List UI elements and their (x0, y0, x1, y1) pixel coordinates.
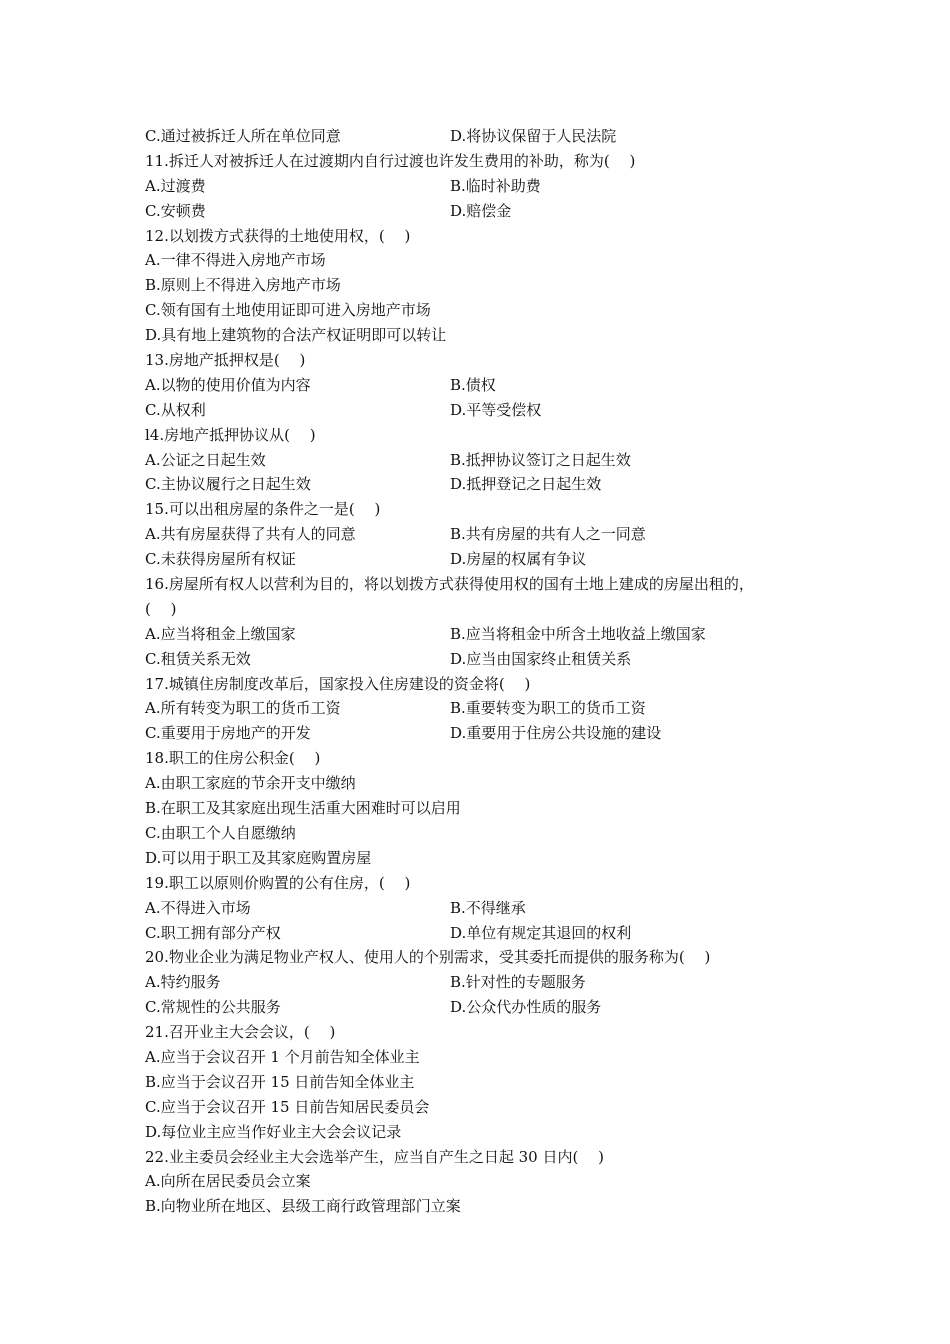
option-text: B.重要转变为职工的货币工资 (450, 699, 646, 718)
question-text: ( ) (145, 599, 177, 618)
option-text: D.具有地上建筑物的合法产权证明即可以转让 (145, 326, 447, 345)
option-text: A.应当于会议召开 1 个月前告知全体业主 (145, 1047, 420, 1066)
option-text: C.领有国有土地使用证即可进入房地产市场 (145, 301, 431, 320)
option-text: A.向所在居民委员会立案 (145, 1172, 311, 1191)
option-text: D.房屋的权属有争议 (450, 550, 587, 569)
option-text: C.从权利 (145, 400, 206, 419)
option-text: B.原则上不得进入房地产市场 (145, 276, 341, 295)
option-text: C.租赁关系无效 (145, 649, 251, 668)
option-text: A.一律不得进入房地产市场 (145, 251, 326, 270)
option-text: C.未获得房屋所有权证 (145, 550, 296, 569)
option-text: B.应当于会议召开 15 日前告知全体业主 (145, 1072, 415, 1091)
option-text: C.安顿费 (145, 201, 206, 220)
option-row (145, 448, 835, 473)
question-text: 11.拆迁人对被拆迁人在过渡期内自行过渡也许发生费用的补助，称为( ) (145, 151, 636, 170)
option-text: B.在职工及其家庭出现生活重大困难时可以启用 (145, 799, 461, 818)
option-text: B.临时补助费 (450, 176, 541, 195)
option-text: B.应当将租金中所含土地收益上缴国家 (450, 624, 706, 643)
option-row (145, 721, 835, 746)
option-text: C.应当于会议召开 15 日前告知居民委员会 (145, 1097, 430, 1116)
option-text: C.通过被拆迁人所在单位同意 (145, 127, 341, 145)
option-row (145, 647, 835, 672)
option-text: D.公众代办性质的服务 (450, 998, 602, 1017)
option-text: D.单位有规定其退回的权利 (450, 923, 632, 942)
option-text: A.共有房屋获得了共有人的同意 (145, 525, 356, 544)
option-text: B.不得继承 (450, 898, 526, 917)
option-text: A.过渡费 (145, 176, 206, 195)
option-text: A.应当将租金上缴国家 (145, 624, 296, 643)
option-text: A.公证之日起生效 (145, 450, 266, 469)
option-row (145, 696, 835, 721)
option-text: D.每位业主应当作好业主大会会议记录 (145, 1122, 402, 1141)
option-text: D.平等受偿权 (450, 400, 542, 419)
question-text: 21.召开业主大会会议，( ) (145, 1023, 336, 1042)
question-text: 15.可以出租房屋的条件之一是( ) (145, 500, 381, 519)
option-text: B.针对性的专题服务 (450, 973, 586, 992)
question-text: l4.房地产抵押协议从( ) (145, 425, 316, 444)
option-text: A.以物的使用价值为内容 (145, 375, 311, 394)
option-row (145, 896, 835, 921)
option-row (145, 199, 835, 224)
option-text: B.抵押协议签订之日起生效 (450, 450, 631, 469)
option-text: C.职工拥有部分产权 (145, 923, 281, 942)
option-row (145, 472, 835, 497)
option-text: D.应当由国家终止租赁关系 (450, 649, 632, 668)
question-text: 19.职工以原则价购置的公有住房，( ) (145, 873, 411, 892)
document-page (145, 124, 835, 1219)
option-text: D.将协议保留于人民法院 (450, 127, 617, 145)
option-row (145, 522, 835, 547)
option-text: D.抵押登记之日起生效 (450, 475, 602, 494)
option-text: C.由职工个人自愿缴纳 (145, 823, 296, 842)
option-text: D.可以用于职工及其家庭购置房屋 (145, 848, 372, 867)
question-text: 16.房屋所有权人以营利为目的，将以划拨方式获得使用权的国有土地上建成的房屋出租的， (145, 575, 754, 594)
question-text: 13.房地产抵押权是( ) (145, 351, 306, 370)
option-row (145, 995, 835, 1020)
question-text: 20.物业企业为满足物业产权人、使用人的个别需求，受其委托而提供的服务称为( ) (145, 948, 711, 967)
option-text: B.共有房屋的共有人之一同意 (450, 525, 646, 544)
option-text: A.特约服务 (145, 973, 221, 992)
question-text: 18.职工的住房公积金( ) (145, 749, 321, 768)
question-text: 22.业主委员会经业主大会选举产生，应当自产生之日起 30 日内( ) (145, 1147, 604, 1166)
option-row (145, 921, 835, 946)
option-text: D.赔偿金 (450, 201, 512, 220)
question-text: 12.以划拨方式获得的土地使用权，( ) (145, 226, 411, 245)
option-text: C.重要用于房地产的开发 (145, 724, 311, 743)
option-text: B.债权 (450, 375, 496, 394)
option-text: A.不得进入市场 (145, 898, 251, 917)
question-text: 17.城镇住房制度改革后，国家投入住房建设的资金将( ) (145, 674, 531, 693)
option-row (145, 622, 835, 647)
option-text: B.向物业所在地区、县级工商行政管理部门立案 (145, 1197, 461, 1216)
option-text: A.由职工家庭的节余开支中缴纳 (145, 774, 356, 793)
option-row (145, 398, 835, 423)
option-text: C.常规性的公共服务 (145, 998, 281, 1017)
option-text: A.所有转变为职工的货币工资 (145, 699, 341, 718)
option-row (145, 373, 835, 398)
option-row (145, 970, 835, 995)
option-row (145, 174, 835, 199)
option-text: D.重要用于住房公共设施的建设 (450, 724, 662, 743)
option-text: C.主协议履行之日起生效 (145, 475, 311, 494)
option-row (145, 547, 835, 572)
option-row (145, 124, 835, 149)
